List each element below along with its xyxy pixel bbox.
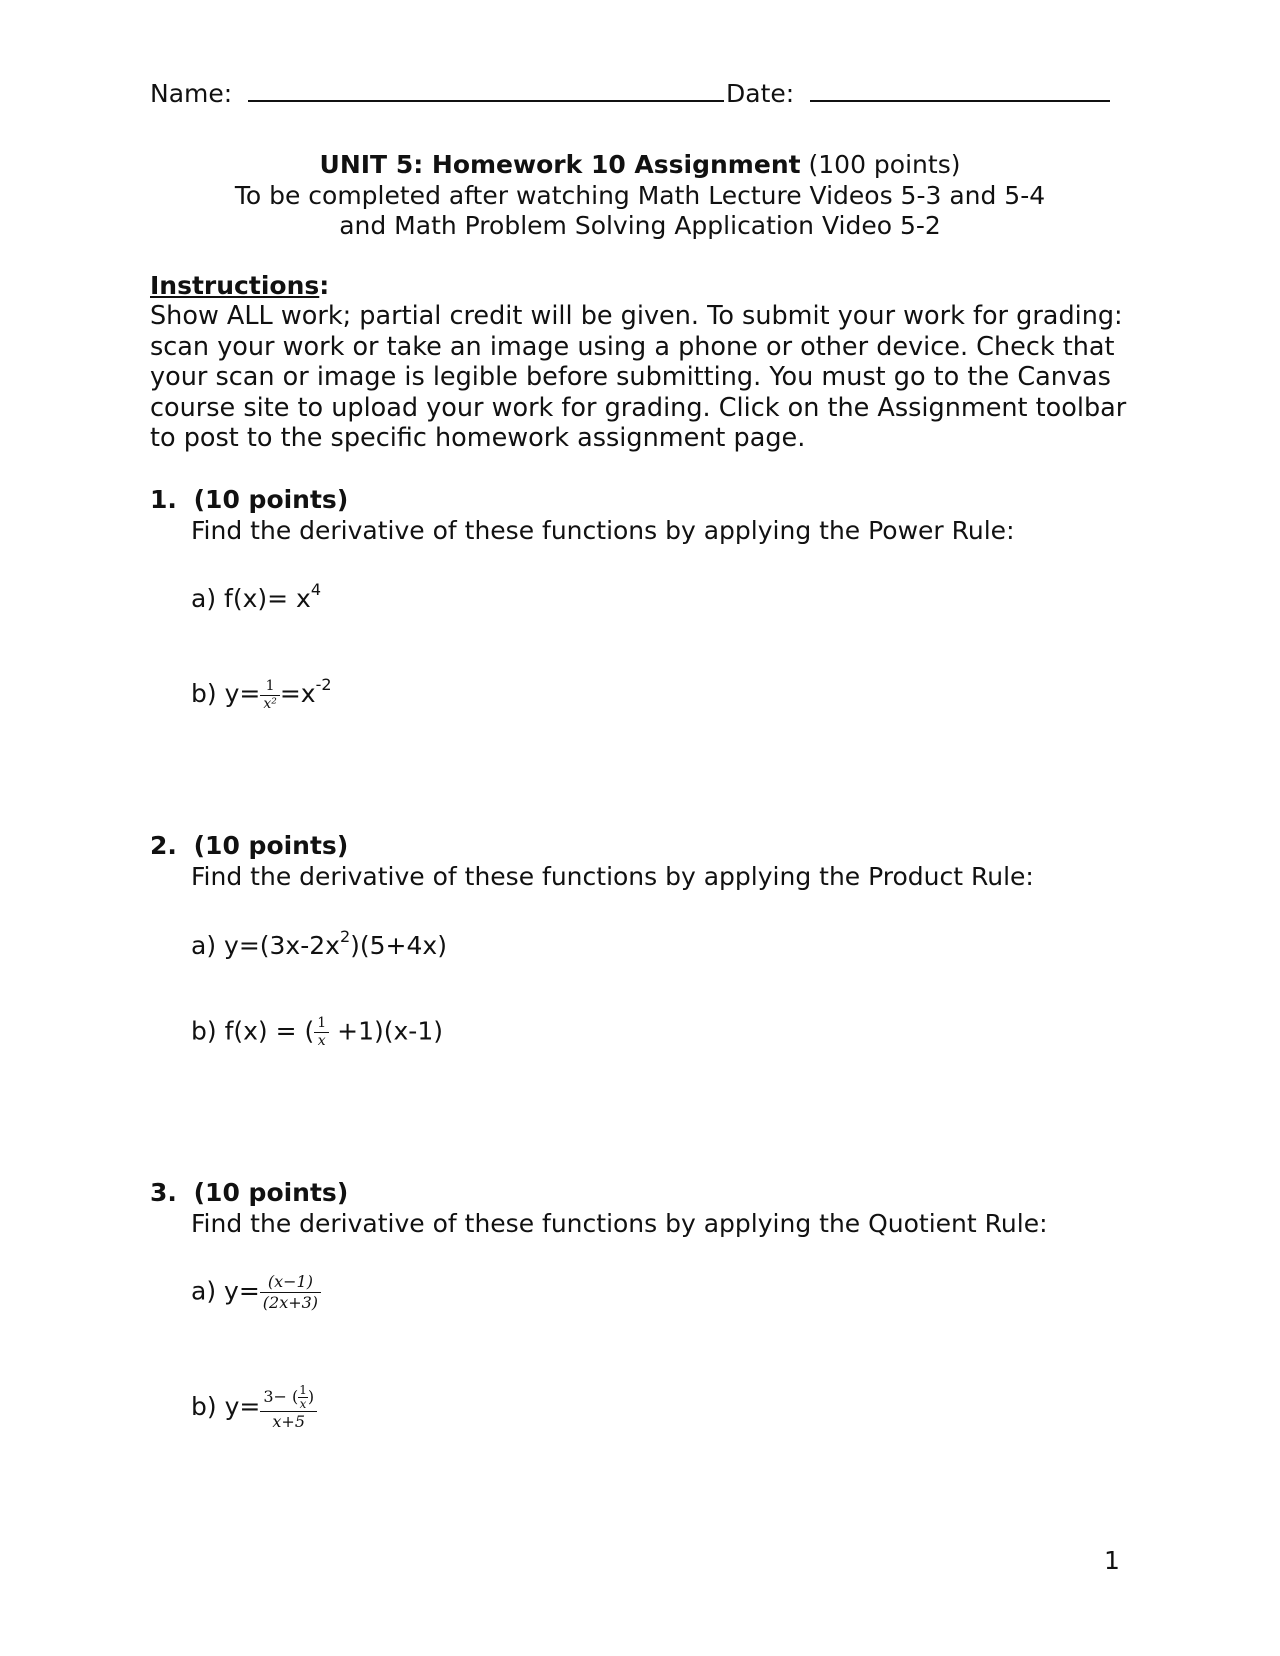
question-3-prompt: Find the derivative of these functions by applying the Quotient Rule: [191,1209,1048,1238]
name-field [150,74,724,109]
q1a-expression: a) f(x)= x [191,584,311,613]
name-label: Name: [150,79,233,108]
question-3b [191,1384,317,1432]
q3b-denominator: x+5 [272,1412,306,1431]
name-blank-line [248,74,724,102]
date-blank-line [810,74,1110,102]
q1a-exponent: 4 [310,580,321,599]
q3b-inner-fraction [298,1384,308,1411]
instructions-heading-colon: : [319,271,330,300]
q2b-suffix: +1)(x-1) [329,1016,443,1046]
question-1-prompt: Find the derivative of these functions by applying the Power Rule: [191,516,1015,545]
question-1-number: 1. [150,485,177,514]
page-number: 1 [1104,1546,1120,1575]
question-3-points: (10 points) [193,1178,349,1207]
q2a-prefix: a) y=(3x-2x [191,931,340,960]
question-2-number: 2. [150,831,177,860]
assignment-title [0,150,1280,180]
question-1b [191,670,332,713]
question-3a [191,1272,321,1313]
q3b-fraction [260,1384,317,1432]
q2b-prefix: b) f(x) = ( [191,1016,315,1046]
q3b-prefix: b) y= [191,1392,261,1421]
title-unit: UNIT 5: Homework 10 Assignment [319,150,801,179]
question-2b [191,1015,443,1050]
question-1-points: (10 points) [193,485,349,514]
q3a-prefix: a) y= [191,1276,260,1306]
q1b-fraction [260,678,280,713]
question-2-header [150,831,348,861]
title-subline-1: To be completed after watching Math Lecture Videos 5-3 and 5-4 [234,181,1046,210]
question-1a [191,575,321,614]
q3b-inner-denominator: x [299,1397,307,1411]
q3b-num-lead: 3− ( [263,1387,299,1406]
question-1-header [150,485,348,515]
question-2-prompt: Find the derivative of these functions by applying the Product Rule: [191,862,1034,891]
question-2-points: (10 points) [193,831,349,860]
q2b-denominator: x [317,1033,326,1049]
q3a-denominator: (2x+3) [262,1293,319,1312]
q3b-numerator [260,1384,317,1412]
q2a-suffix: )(5+4x) [350,931,447,960]
q1b-suffix: =x [279,679,316,708]
q2b-numerator: 1 [314,1015,329,1033]
date-label: Date: [726,79,795,108]
date-field [726,74,1110,109]
question-3-header [150,1178,348,1208]
q1b-denominator: x² [263,695,277,712]
title-subline-2: and Math Problem Solving Application Video 5-2 [339,211,941,240]
instructions-heading [150,271,329,301]
q3a-numerator: (x−1) [260,1272,321,1293]
instructions-heading-text: Instructions [150,271,320,300]
q2a-exponent: 2 [339,927,351,946]
instructions-body: Show ALL work; partial credit will be given. To submit your work for grading: scan your work or take an image using a phone or other device. Check that your scan or image is legible before submitting. You must go to the Canvas course site to upload your work for grading. Click on the Assignment toolbar to post to the specific homework assignment page. [150,301,1127,453]
q1b-exponent: -2 [315,675,332,694]
q3b-num-trail: ) [307,1387,315,1406]
q2b-fraction [314,1015,329,1050]
q1b-prefix: b) y= [191,679,261,708]
q1b-numerator: 1 [260,678,280,696]
title-points: (100 points) [808,150,961,179]
q3a-fraction [260,1272,321,1313]
question-3-number: 3. [150,1178,177,1207]
question-2a [191,922,447,961]
q3b-inner-numerator: 1 [299,1383,307,1397]
